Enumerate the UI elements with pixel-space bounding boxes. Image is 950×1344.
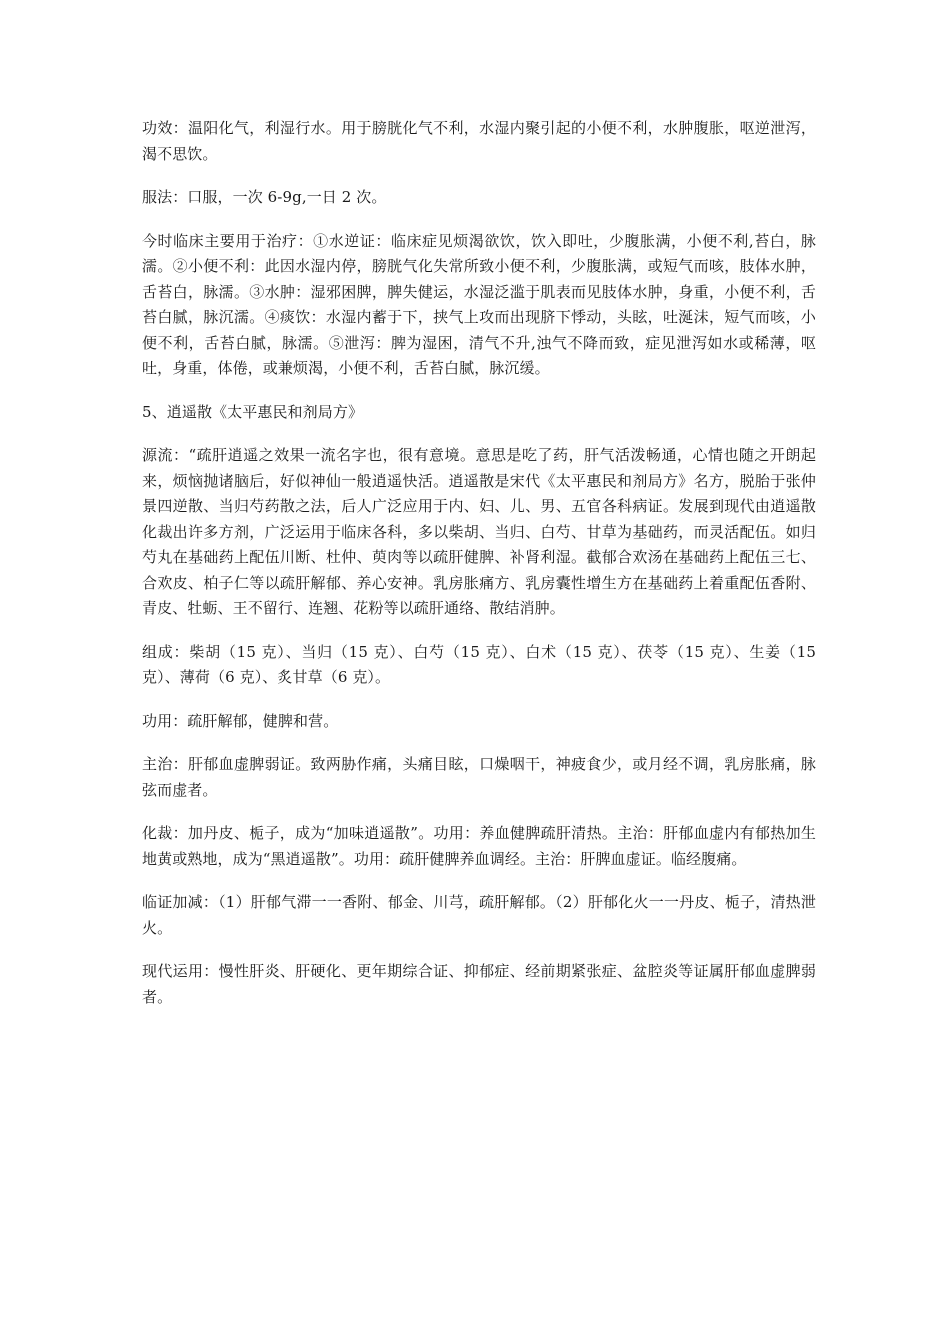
indication-paragraph: 主治：肝郁血虚脾弱证。致两胁作痛，头痛目眩，口燥咽干，神疲食少，或月经不调，乳房胀痛，脉弦而虚者。 bbox=[142, 755, 816, 799]
clinical-use-paragraph: 今时临床主要用于治疗：①水逆证：临床症见烦渴欲饮，饮入即吐，少腹胀满，小便不利,苔白，脉濡。②小便不利：此因水湿内停，膀胱气化失常所致小便不利，少腹胀满，或短气而咳，肢体水肿，舌苔白，脉濡。③水肿：湿邪困脾，脾失健运，水湿泛滥于肌表而见肢体水肿，身重，小便不利，舌苔白腻，脉沉濡。④痰饮：水湿内蓄于下，挟气上攻而出现脐下悸动，头眩，吐涎沫，短气而咳，小便不利，舌苔白腻，脉濡。⑤泄泻：脾为湿困，清气不升,浊气不降而致，症见泄泻如水或稀薄，呕吐，身重，体倦，或兼烦渴，小便不利，舌苔白腻，脉沉缓。 bbox=[142, 231, 816, 377]
efficacy-paragraph: 功效：温阳化气，利湿行水。用于膀胱化气不利，水湿内聚引起的小便不利，水肿腹胀，呕逆泄泻，渴不思饮。 bbox=[142, 119, 816, 163]
section-heading: 5、逍遥散《太平惠民和剂局方》 bbox=[142, 402, 364, 421]
function-paragraph: 功用：疏肝解郁，健脾和营。 bbox=[142, 711, 339, 730]
modification-paragraph: 化裁：加丹皮、栀子，成为“加味逍遥散”。功用：养血健脾疏肝清热。主治：肝郁血虚内有郁热加生地黄或熟地，成为“黑逍遥散”。功用：疏肝健脾养血调经。主治：肝脾血虚证。临经腹痛。 bbox=[142, 824, 816, 868]
modern-use-paragraph: 现代运用：慢性肝炎、肝硬化、更年期综合证、抑郁症、经前期紧张症、盆腔炎等证属肝郁血虚脾弱者。 bbox=[142, 962, 816, 1006]
composition-paragraph: 组成：柴胡（15 克）、当归（15 克）、白芍（15 克）、白术（15 克）、茯苓（15 克）、生姜（15 克）、薄荷（6 克）、炙甘草（6 克）。 bbox=[142, 642, 816, 686]
origin-paragraph: 源流：“疏肝逍遥之效果一流名字也，很有意境。意思是吃了药，肝气活泼畅通，心情也随之开朗起来，烦恼抛诸脑后，好似神仙一般逍遥快活。逍遥散是宋代《太平惠民和剂局方》名方，脱胎于张仲景四逆散、当归芍药散之法，后人广泛应用于内、妇、儿、男、五官各科病证。发展到现代由逍遥散化裁出许多方剂，广泛运用于临床各科，多以柴胡、当归、白芍、甘草为基础药，而灵活配伍。如归芍丸在基础药上配伍川断、杜仲、萸肉等以疏肝健脾、补肾利湿。截郁合欢汤在基础药上配伍三七、合欢皮、柏子仁等以疏肝解郁、养心安神。乳房胀痛方、乳房囊性增生方在基础药上着重配伍香附、青皮、牡蛎、王不留行、连翘、花粉等以疏肝通络、散结消肿。 bbox=[142, 446, 816, 617]
dosage-paragraph: 服法：口服，一次 6-9g,一日 2 次。 bbox=[142, 188, 387, 206]
document-page bbox=[142, 116, 816, 1028]
clinical-adjustment-paragraph: 临证加减：（1）肝郁气滞一一香附、郁金、川芎，疏肝解郁。（2）肝郁化火一一丹皮、栀子，清热泄火。 bbox=[142, 893, 816, 937]
